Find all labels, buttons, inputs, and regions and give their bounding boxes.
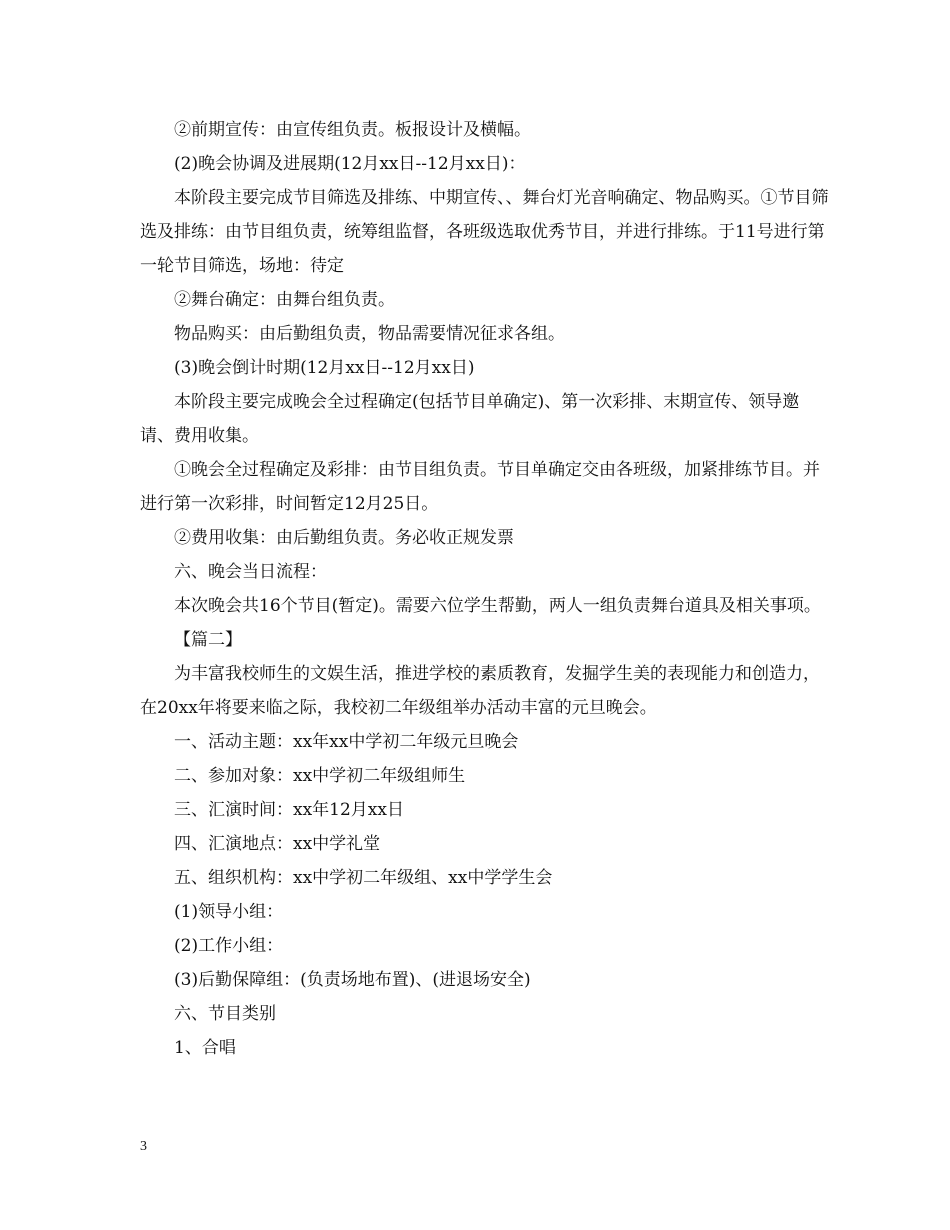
section-heading: 六、节目类别 [174,1004,276,1024]
paragraph: (2)晚会协调及进展期(12月xx日--12月xx日)： [174,154,526,174]
paragraph: 本阶段主要完成晚会全过程确定(包括节目单确定)、第一次彩排、末期宣传、领导邀请、费用收集。 [140,392,800,446]
section-heading: 【篇二】 [174,630,242,650]
list-item: 四、汇演地点：xx中学礼堂 [174,834,381,854]
paragraph: ②费用收集：由后勤组负责。务必收正规发票 [174,528,514,548]
section-heading: 六、晚会当日流程： [174,562,327,582]
list-item: 二、参加对象：xx中学初二年级组师生 [174,766,466,786]
list-item: 五、组织机构：xx中学初二年级组、xx中学学生会 [174,868,553,888]
list-item: 三、汇演时间：xx年12月xx日 [174,800,404,820]
paragraph: (3)晚会倒计时期(12月xx日--12月xx日) [174,358,475,378]
paragraph: ②舞台确定：由舞台组负责。 [174,290,395,310]
paragraph: 为丰富我校师生的文娱生活，推进学校的素质教育，发掘学生美的表现能力和创造力，在20xx年将要来临之际，我校初二年级组举办活动丰富的元旦晚会。 [140,664,820,718]
list-item: 一、活动主题：xx年xx中学初二年级元旦晚会 [174,732,519,752]
list-item: 1、合唱 [174,1038,236,1058]
list-item: (1)领导小组： [174,902,284,922]
paragraph: ②前期宣传：由宣传组负责。板报设计及横幅。 [174,120,531,140]
document-body [140,113,830,1065]
page-number: 3 [140,1139,147,1154]
paragraph: 本阶段主要完成节目筛选及排练、中期宣传、、舞台灯光音响确定、物品购买。①节目筛选及排练：由节目组负责，统筹组监督，各班级选取优秀节目，并进行排练。于11号进行第一轮节目筛选，场地：待定 [140,188,829,276]
paragraph: 物品购买：由后勤组负责，物品需要情况征求各组。 [174,324,565,344]
list-item: (2)工作小组： [174,936,284,956]
list-item: (3)后勤保障组：(负责场地布置)、(进退场安全) [174,970,531,990]
paragraph: ①晚会全过程确定及彩排：由节目组负责。节目单确定交由各班级，加紧排练节目。并进行第一次彩排，时间暂定12月25日。 [140,460,820,514]
paragraph: 本次晚会共16个节目(暂定)。需要六位学生帮勤，两人一组负责舞台道具及相关事项。 [174,596,821,616]
